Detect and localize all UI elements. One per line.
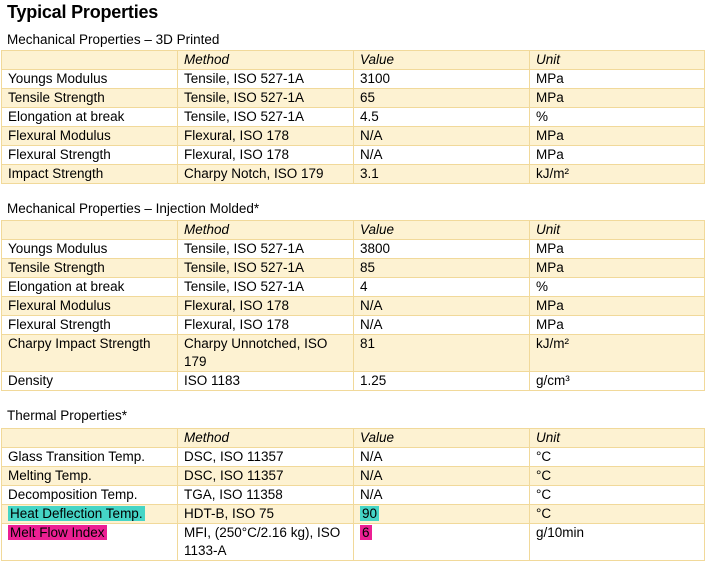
property-cell: Youngs Modulus [2, 240, 178, 259]
property-cell: Flexural Modulus [2, 297, 178, 316]
value-cell: 3.1 [354, 165, 530, 184]
header-method: Method [178, 221, 354, 240]
property-cell: Charpy Impact Strength [2, 335, 178, 372]
method-cell: Flexural, ISO 178 [178, 316, 354, 335]
highlighted-property: Heat Deflection Temp. [10, 506, 143, 521]
table-row [2, 372, 705, 391]
table-3d-printed [1, 50, 705, 184]
property-cell: Elongation at break [2, 278, 178, 297]
method-cell: MFI, (250°C/2.16 kg), ISO 1133-A [178, 524, 354, 561]
unit-cell: kJ/m² [530, 165, 705, 184]
property-cell: Tensile Strength [2, 89, 178, 108]
value-cell: N/A [354, 146, 530, 165]
highlighted-property: Melt Flow Index [10, 525, 105, 540]
table-row [2, 108, 705, 127]
value-cell: 3100 [354, 70, 530, 89]
unit-cell: % [530, 278, 705, 297]
header-unit: Unit [530, 51, 705, 70]
method-cell: Flexural, ISO 178 [178, 146, 354, 165]
section-heading-3d-printed: Mechanical Properties – 3D Printed [7, 32, 220, 47]
property-cell: Tensile Strength [2, 259, 178, 278]
property-cell: Melting Temp. [2, 467, 178, 486]
method-cell: Tensile, ISO 527-1A [178, 278, 354, 297]
unit-cell: MPa [530, 316, 705, 335]
property-cell: Youngs Modulus [2, 70, 178, 89]
method-cell: Flexural, ISO 178 [178, 297, 354, 316]
unit-cell: MPa [530, 127, 705, 146]
value-cell: N/A [354, 448, 530, 467]
property-cell: Elongation at break [2, 108, 178, 127]
table-row [2, 316, 705, 335]
header-property [2, 51, 178, 70]
table-row [2, 89, 705, 108]
unit-cell: MPa [530, 70, 705, 89]
unit-cell: °C [530, 486, 705, 505]
unit-cell: MPa [530, 89, 705, 108]
table-row [2, 146, 705, 165]
header-method: Method [178, 51, 354, 70]
method-cell: ISO 1183 [178, 372, 354, 391]
value-cell: N/A [354, 127, 530, 146]
table-thermal [1, 428, 705, 561]
value-cell: 81 [354, 335, 530, 372]
method-cell: HDT-B, ISO 75 [178, 505, 354, 524]
value-cell [354, 524, 530, 561]
property-cell: Decomposition Temp. [2, 486, 178, 505]
header-unit: Unit [530, 221, 705, 240]
value-cell: N/A [354, 297, 530, 316]
header-property [2, 429, 178, 448]
table-row [2, 165, 705, 184]
property-cell: Flexural Strength [2, 146, 178, 165]
value-cell: 85 [354, 259, 530, 278]
table-row [2, 70, 705, 89]
table-row [2, 524, 705, 561]
method-cell: Tensile, ISO 527-1A [178, 259, 354, 278]
method-cell: DSC, ISO 11357 [178, 448, 354, 467]
property-cell: Flexural Modulus [2, 127, 178, 146]
property-cell: Flexural Strength [2, 316, 178, 335]
unit-cell: g/cm³ [530, 372, 705, 391]
table-header-row [2, 429, 705, 448]
table-row [2, 240, 705, 259]
property-cell: Density [2, 372, 178, 391]
method-cell: Flexural, ISO 178 [178, 127, 354, 146]
method-cell: Tensile, ISO 527-1A [178, 108, 354, 127]
method-cell: Charpy Notch, ISO 179 [178, 165, 354, 184]
method-cell: Charpy Unnotched, ISO 179 [178, 335, 354, 372]
unit-cell: MPa [530, 240, 705, 259]
method-cell: Tensile, ISO 527-1A [178, 240, 354, 259]
value-cell: 4 [354, 278, 530, 297]
table-row [2, 486, 705, 505]
page-title: Typical Properties [7, 2, 159, 22]
unit-cell: % [530, 108, 705, 127]
method-cell: TGA, ISO 11358 [178, 486, 354, 505]
property-cell [2, 524, 178, 561]
value-cell: 65 [354, 89, 530, 108]
property-cell: Glass Transition Temp. [2, 448, 178, 467]
unit-cell: MPa [530, 146, 705, 165]
property-cell: Impact Strength [2, 165, 178, 184]
method-cell: Tensile, ISO 527-1A [178, 89, 354, 108]
table-row [2, 448, 705, 467]
header-property [2, 221, 178, 240]
highlighted-value: 6 [362, 525, 370, 540]
table-row [2, 467, 705, 486]
unit-cell: MPa [530, 297, 705, 316]
unit-cell: g/10min [530, 524, 705, 561]
unit-cell: kJ/m² [530, 335, 705, 372]
table-header-row [2, 51, 705, 70]
highlighted-value: 90 [362, 506, 378, 521]
header-method: Method [178, 429, 354, 448]
table-row [2, 505, 705, 524]
section-heading-injection-molded: Mechanical Properties – Injection Molded* [7, 201, 260, 216]
value-cell: N/A [354, 467, 530, 486]
method-cell: DSC, ISO 11357 [178, 467, 354, 486]
header-value: Value [354, 429, 530, 448]
value-cell: N/A [354, 316, 530, 335]
table-row [2, 297, 705, 316]
value-cell: 1.25 [354, 372, 530, 391]
table-row [2, 335, 705, 372]
table-row [2, 278, 705, 297]
unit-cell: °C [530, 505, 705, 524]
header-unit: Unit [530, 429, 705, 448]
table-row [2, 127, 705, 146]
method-cell: Tensile, ISO 527-1A [178, 70, 354, 89]
unit-cell: °C [530, 467, 705, 486]
table-header-row [2, 221, 705, 240]
unit-cell: MPa [530, 259, 705, 278]
table-row [2, 259, 705, 278]
value-cell [354, 505, 530, 524]
section-heading-thermal: Thermal Properties* [7, 408, 128, 423]
unit-cell: °C [530, 448, 705, 467]
value-cell: 4.5 [354, 108, 530, 127]
value-cell: 3800 [354, 240, 530, 259]
header-value: Value [354, 221, 530, 240]
value-cell: N/A [354, 486, 530, 505]
property-cell [2, 505, 178, 524]
table-injection-molded [1, 220, 705, 391]
header-value: Value [354, 51, 530, 70]
